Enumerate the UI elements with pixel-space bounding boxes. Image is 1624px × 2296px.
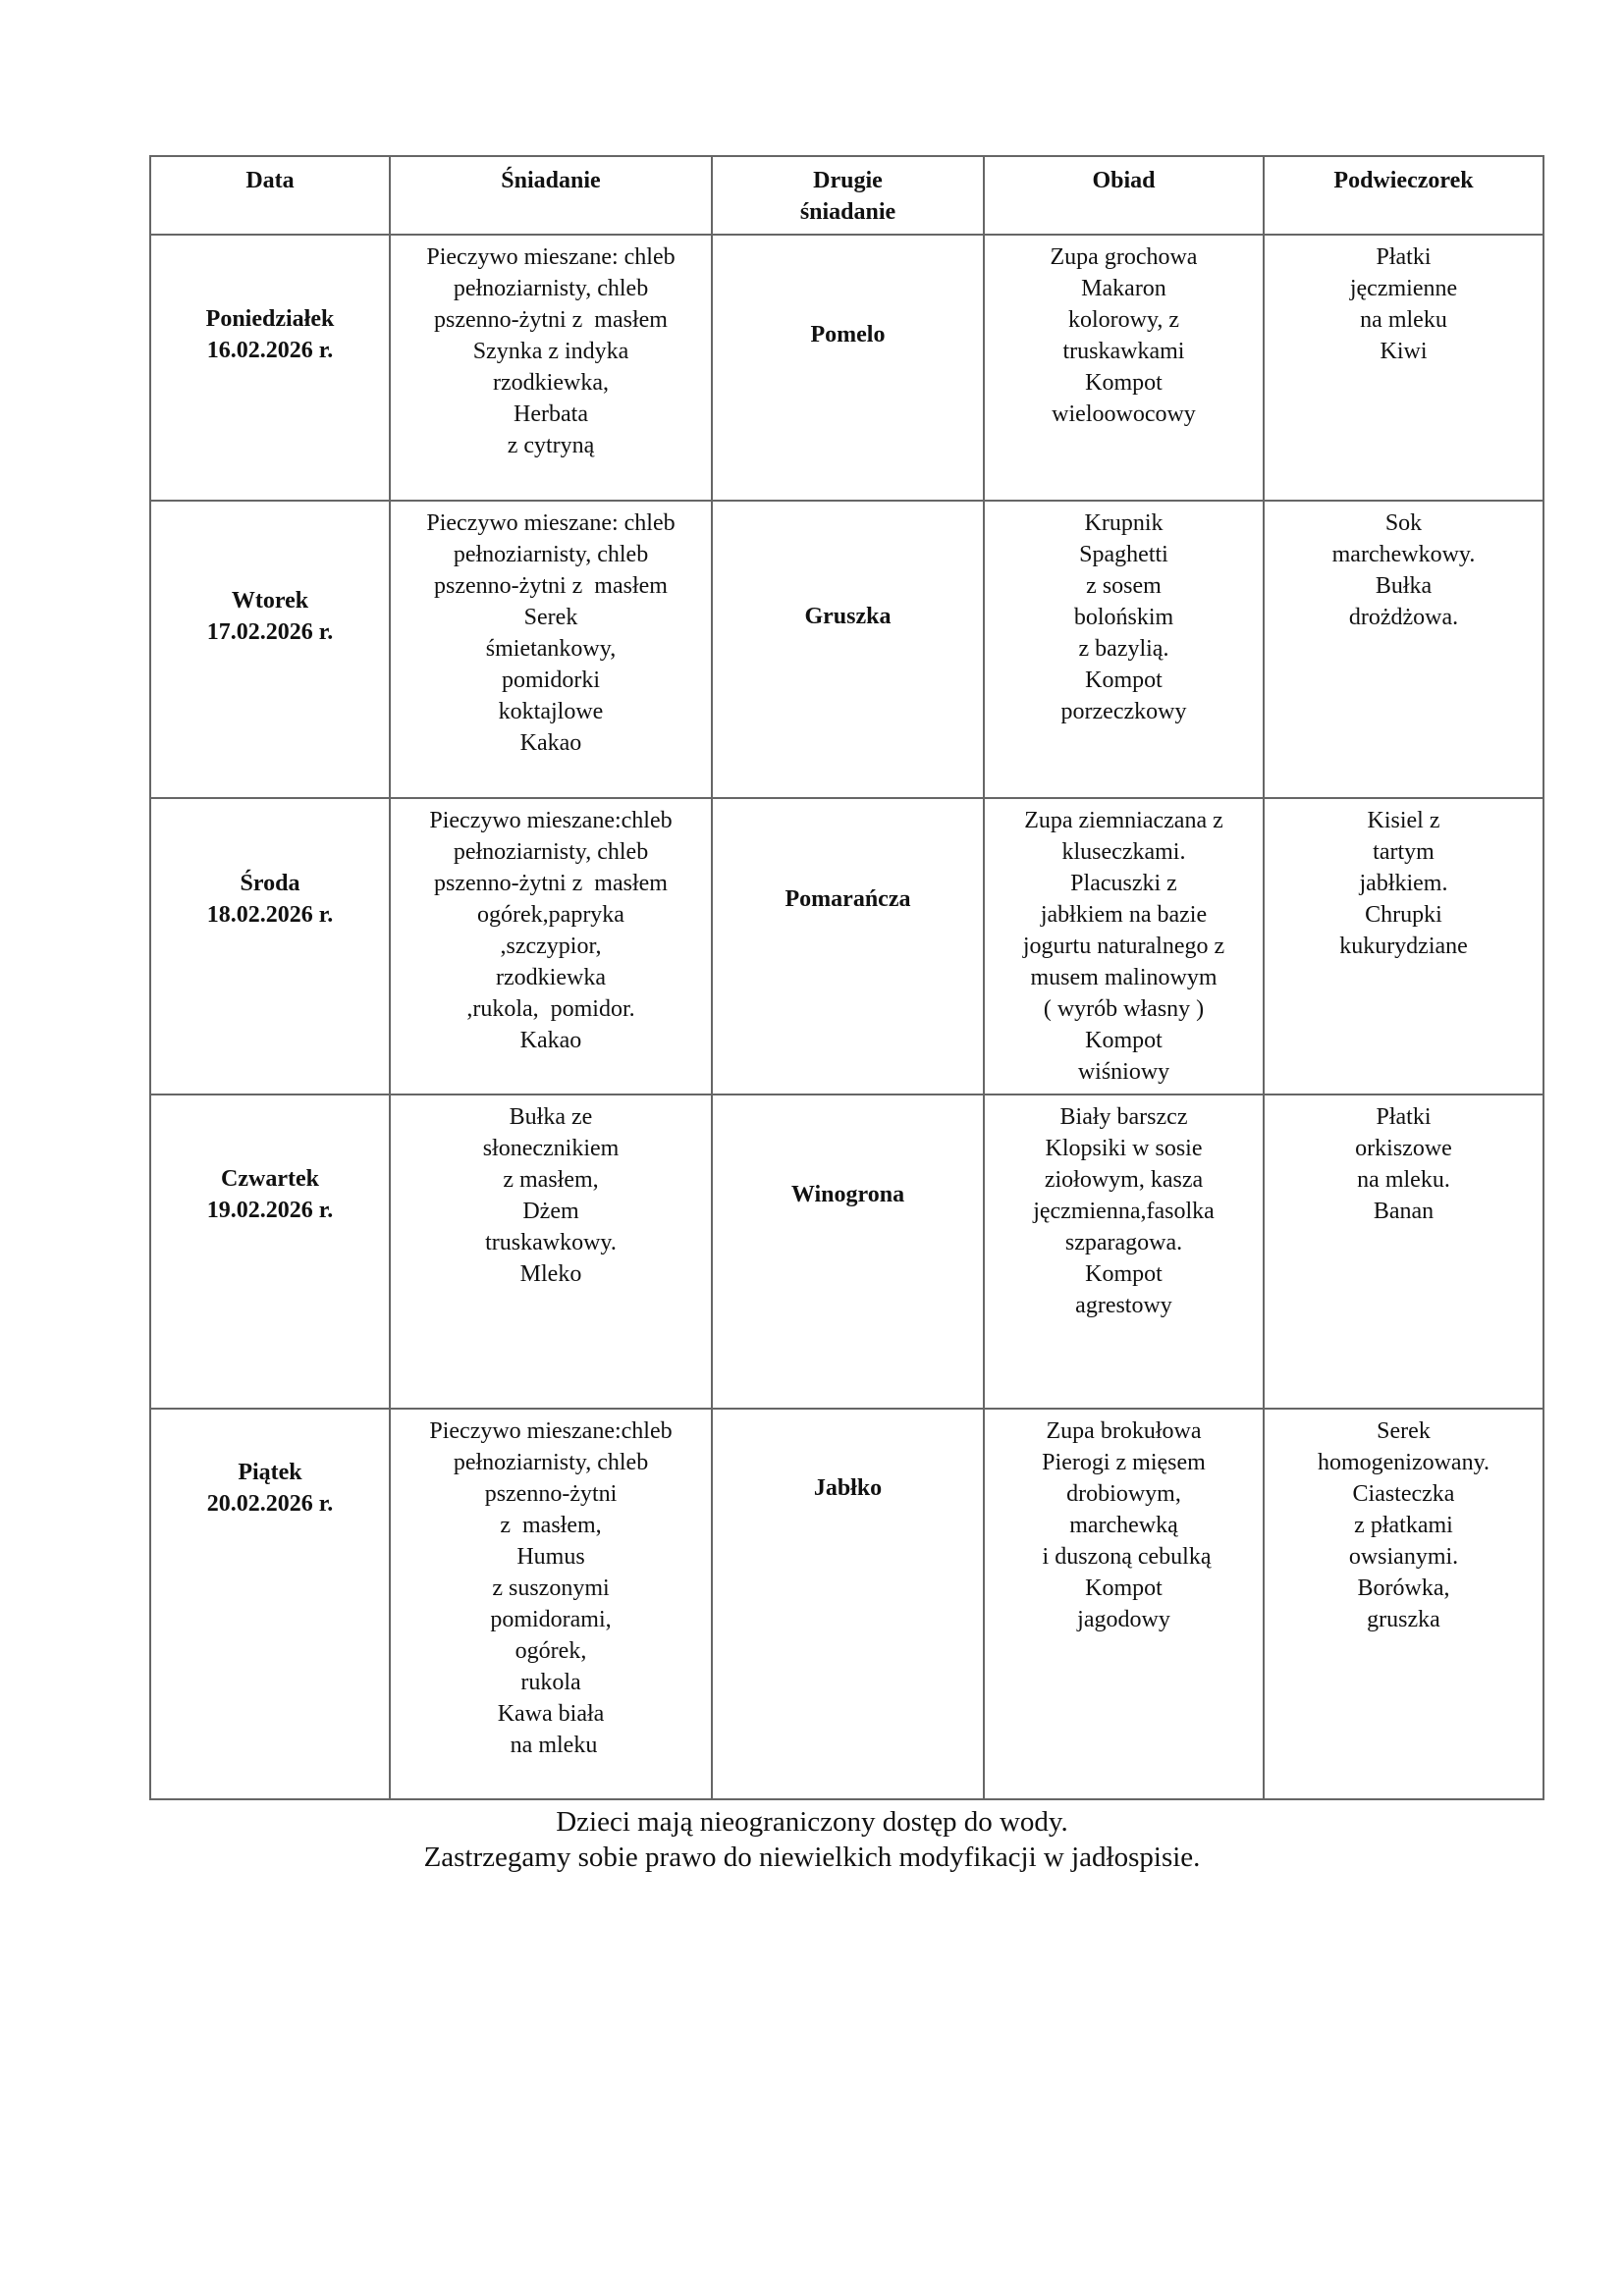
breakfast-cell-line: koktajlowe — [498, 699, 604, 724]
lunch-cell-line: Pierogi z mięsem — [1042, 1450, 1206, 1475]
snack-cell-line: na mleku — [1360, 307, 1447, 333]
snack-cell-line: Płatki — [1376, 1104, 1432, 1130]
lunch-cell-line: bolońskim — [1073, 605, 1174, 630]
day-date: 18.02.2026 r. — [206, 902, 334, 928]
lunch-cell — [984, 1095, 1264, 1409]
lunch-cell-line: wieloowocowy — [1052, 401, 1196, 427]
second-breakfast-item: Jabłko — [813, 1475, 883, 1501]
breakfast-cell-line: rzodkiewka — [496, 965, 606, 990]
footer-modification-note: Zastrzegamy sobie prawo do niewielkich modyfikacji w jadłospisie. — [423, 1842, 1201, 1873]
day-name: Wtorek — [231, 587, 309, 614]
day-cell-content — [151, 303, 389, 366]
lunch-cell-line: z bazylią. — [1078, 636, 1169, 662]
breakfast-cell — [390, 235, 712, 501]
lunch-cell-line: Placuszki z — [1070, 871, 1177, 896]
lunch-cell-line: ziołowym, kasza — [1044, 1167, 1204, 1193]
lunch-cell-line: Spaghetti — [1079, 542, 1168, 567]
snack-cell-line: Płatki — [1376, 244, 1432, 270]
breakfast-cell-line: ,szczypior, — [500, 934, 602, 959]
breakfast-cell-line: Kakao — [519, 730, 582, 756]
breakfast-cell-line: z masłem, — [503, 1167, 599, 1193]
lunch-cell-line: Klopsiki w sosie — [1045, 1136, 1203, 1161]
breakfast-cell-line: ogórek,papryka — [477, 902, 624, 928]
table-row — [150, 1409, 1543, 1799]
breakfast-cell-line: Serek — [523, 605, 578, 630]
breakfast-cell-line: Pieczywo mieszane:chleb — [429, 808, 673, 833]
breakfast-cell — [390, 1095, 712, 1409]
breakfast-cell-line: z cytryną — [507, 433, 595, 458]
snack-cell-line: homogenizowany. — [1317, 1450, 1490, 1475]
lunch-cell-line: jogurtu naturalnego z — [1022, 934, 1225, 959]
weekly-menu-table — [149, 155, 1544, 1800]
breakfast-cell-line: ,rukola, pomidor. — [466, 996, 635, 1022]
lunch-cell-line: szparagowa. — [1064, 1230, 1183, 1255]
breakfast-cell-line: śmietankowy, — [485, 636, 617, 662]
snack-cell — [1264, 1095, 1543, 1409]
table-row — [150, 1095, 1543, 1409]
breakfast-cell-line: pełnoziarnisty, chleb — [453, 276, 649, 301]
breakfast-cell-line: pomidorami, — [490, 1607, 612, 1632]
second-breakfast-item: Gruszka — [804, 603, 892, 629]
lunch-cell-line: jęczmienna,fasolka — [1033, 1199, 1215, 1224]
breakfast-cell-line: Humus — [516, 1544, 585, 1570]
menu-footer-notes — [0, 1804, 1624, 1875]
lunch-cell-line: kluseczkami. — [1061, 839, 1186, 865]
day-cell — [150, 501, 390, 798]
breakfast-cell-line: rukola — [520, 1670, 581, 1695]
day-date: 16.02.2026 r. — [206, 337, 334, 363]
lunch-cell-line: Biały barszcz — [1059, 1104, 1188, 1130]
snack-cell — [1264, 235, 1543, 501]
snack-cell-line: orkiszowe — [1355, 1136, 1452, 1161]
lunch-cell-line: z sosem — [1086, 573, 1162, 599]
table-header-row — [150, 156, 1543, 235]
lunch-cell-line: truskawkami — [1062, 339, 1185, 364]
header-breakfast: Śniadanie — [390, 156, 712, 235]
breakfast-cell-line: pszenno-żytni — [484, 1481, 618, 1507]
snack-cell-line: marchewkowy. — [1331, 542, 1476, 567]
breakfast-cell-line: Pieczywo mieszane: chleb — [426, 244, 676, 270]
day-cell-content — [151, 1457, 389, 1520]
snack-cell-line: Ciasteczka — [1352, 1481, 1455, 1507]
second-breakfast-cell — [712, 798, 984, 1095]
day-cell-content — [151, 585, 389, 648]
lunch-cell-line: Kompot — [1085, 1261, 1163, 1287]
lunch-cell — [984, 798, 1264, 1095]
breakfast-cell-line: z masłem, — [500, 1513, 602, 1538]
lunch-cell-line: Zupa brokułowa — [1046, 1418, 1202, 1444]
snack-cell-line: Serek — [1377, 1418, 1431, 1444]
lunch-cell-line: drobiowym, — [1066, 1481, 1181, 1507]
breakfast-cell-line: pszenno-żytni z masłem — [434, 573, 668, 599]
header-lunch: Obiad — [984, 156, 1264, 235]
day-cell — [150, 1409, 390, 1799]
day-cell-content — [151, 1163, 389, 1226]
breakfast-cell-line: słonecznikiem — [482, 1136, 620, 1161]
day-date: 20.02.2026 r. — [206, 1491, 334, 1517]
lunch-cell-line: musem malinowym — [1030, 965, 1218, 990]
breakfast-cell-line: Pieczywo mieszane:chleb — [429, 1418, 673, 1444]
breakfast-cell-line: Mleko — [519, 1261, 582, 1287]
breakfast-cell-line: pełnoziarnisty, chleb — [453, 542, 649, 567]
day-date: 17.02.2026 r. — [206, 618, 334, 645]
breakfast-cell-line: Kakao — [519, 1028, 582, 1053]
snack-cell-line: tartym — [1373, 839, 1435, 865]
lunch-cell-line: Zupa ziemniaczana z — [1024, 808, 1223, 833]
snack-cell-line: Sok — [1384, 510, 1423, 536]
breakfast-cell-line: Dżem — [522, 1199, 579, 1224]
snack-cell-line: Chrupki — [1365, 902, 1442, 928]
snack-cell-line: Bułka — [1375, 573, 1433, 599]
snack-cell-line: na mleku. — [1357, 1167, 1450, 1193]
second-breakfast-item: Pomarańcza — [785, 886, 911, 912]
lunch-cell — [984, 501, 1264, 798]
day-cell — [150, 1095, 390, 1409]
snack-cell-line: Kiwi — [1380, 339, 1428, 364]
lunch-cell-line: i duszoną cebulką — [1036, 1544, 1212, 1570]
lunch-cell-line: ( wyrób własny ) — [1043, 996, 1205, 1022]
table-row — [150, 235, 1543, 501]
breakfast-cell-line: Pieczywo mieszane: chleb — [426, 510, 676, 536]
snack-cell-line: Kisiel z — [1367, 808, 1440, 833]
day-cell — [150, 235, 390, 501]
day-name: Piątek — [238, 1460, 302, 1485]
lunch-cell — [984, 235, 1264, 501]
snack-cell-line: z płatkami — [1354, 1513, 1453, 1538]
lunch-cell-line: Kompot — [1085, 370, 1163, 396]
lunch-cell-line: Krupnik — [1084, 510, 1164, 536]
day-name: Czwartek — [221, 1166, 319, 1192]
breakfast-cell — [390, 1409, 712, 1799]
breakfast-cell-line: Herbata — [514, 401, 588, 427]
snack-cell-line: jabłkiem. — [1359, 871, 1448, 896]
breakfast-cell — [390, 798, 712, 1095]
snack-cell-line: kukurydziane — [1339, 934, 1468, 959]
lunch-cell-line: kolorowy, z — [1067, 307, 1180, 333]
snack-cell — [1264, 501, 1543, 798]
footer-water-note: Dzieci mają nieograniczony dostęp do wody. — [556, 1806, 1068, 1838]
lunch-cell — [984, 1409, 1264, 1799]
second-breakfast-item: Pomelo — [810, 321, 886, 347]
second-breakfast-cell — [712, 235, 984, 501]
breakfast-cell-line: Bułka ze — [509, 1104, 593, 1130]
snack-cell — [1264, 1409, 1543, 1799]
lunch-cell-line: porzeczkowy — [1060, 699, 1187, 724]
breakfast-cell-line: pomidorki — [502, 667, 600, 693]
breakfast-cell-line: z suszonymi — [492, 1575, 610, 1601]
second-breakfast-cell — [712, 1095, 984, 1409]
header-snack: Podwieczorek — [1264, 156, 1543, 235]
second-breakfast-item: Winogrona — [790, 1182, 905, 1207]
lunch-cell-line: Makaron — [1081, 276, 1166, 301]
day-cell — [150, 798, 390, 1095]
second-breakfast-cell — [712, 501, 984, 798]
breakfast-cell — [390, 501, 712, 798]
breakfast-cell-line: pełnoziarnisty, chleb — [453, 839, 649, 865]
breakfast-cell-line: ogórek, — [514, 1638, 587, 1664]
day-name: Środa — [240, 871, 300, 896]
snack-cell-line: gruszka — [1367, 1607, 1440, 1632]
lunch-cell-line: Kompot — [1085, 1575, 1163, 1601]
header-date: Data — [150, 156, 390, 235]
lunch-cell-line: agrestowy — [1075, 1293, 1172, 1318]
day-name: Poniedziałek — [205, 305, 335, 332]
lunch-cell-line: Zupa grochowa — [1050, 244, 1198, 270]
breakfast-cell-line: pszenno-żytni z masłem — [434, 871, 668, 896]
lunch-cell-line: jagodowy — [1077, 1607, 1170, 1632]
snack-cell-line: Banan — [1373, 1199, 1435, 1224]
lunch-cell-line: Kompot — [1085, 1028, 1163, 1053]
breakfast-cell-line: rzodkiewka, — [493, 370, 609, 396]
snack-cell-line: jęczmienne — [1349, 276, 1458, 301]
day-cell-content — [151, 868, 389, 931]
lunch-cell-line: wiśniowy — [1077, 1059, 1170, 1085]
breakfast-cell-line: na mleku — [504, 1733, 598, 1758]
lunch-cell-line: marchewką — [1069, 1513, 1178, 1538]
table-row — [150, 798, 1543, 1095]
header-second-breakfast — [712, 156, 984, 235]
day-date: 19.02.2026 r. — [206, 1198, 334, 1223]
breakfast-cell-line: pszenno-żytni z masłem — [434, 307, 668, 333]
snack-cell-line: drożdżowa. — [1348, 605, 1459, 630]
snack-cell — [1264, 798, 1543, 1095]
breakfast-cell-line: Kawa biała — [497, 1701, 605, 1727]
second-breakfast-cell — [712, 1409, 984, 1799]
breakfast-cell-line: truskawkowy. — [485, 1230, 617, 1255]
snack-cell-line: owsianymi. — [1348, 1544, 1459, 1570]
lunch-cell-line: Kompot — [1085, 667, 1163, 693]
header-second-breakfast-line: Drugie — [813, 168, 883, 193]
table-row — [150, 501, 1543, 798]
header-second-breakfast-line: śniadanie — [799, 199, 896, 225]
snack-cell-line: Borówka, — [1357, 1575, 1450, 1601]
lunch-cell-line: jabłkiem na bazie — [1040, 902, 1208, 928]
breakfast-cell-line: Szynka z indyka — [472, 339, 629, 364]
breakfast-cell-line: pełnoziarnisty, chleb — [453, 1450, 649, 1475]
